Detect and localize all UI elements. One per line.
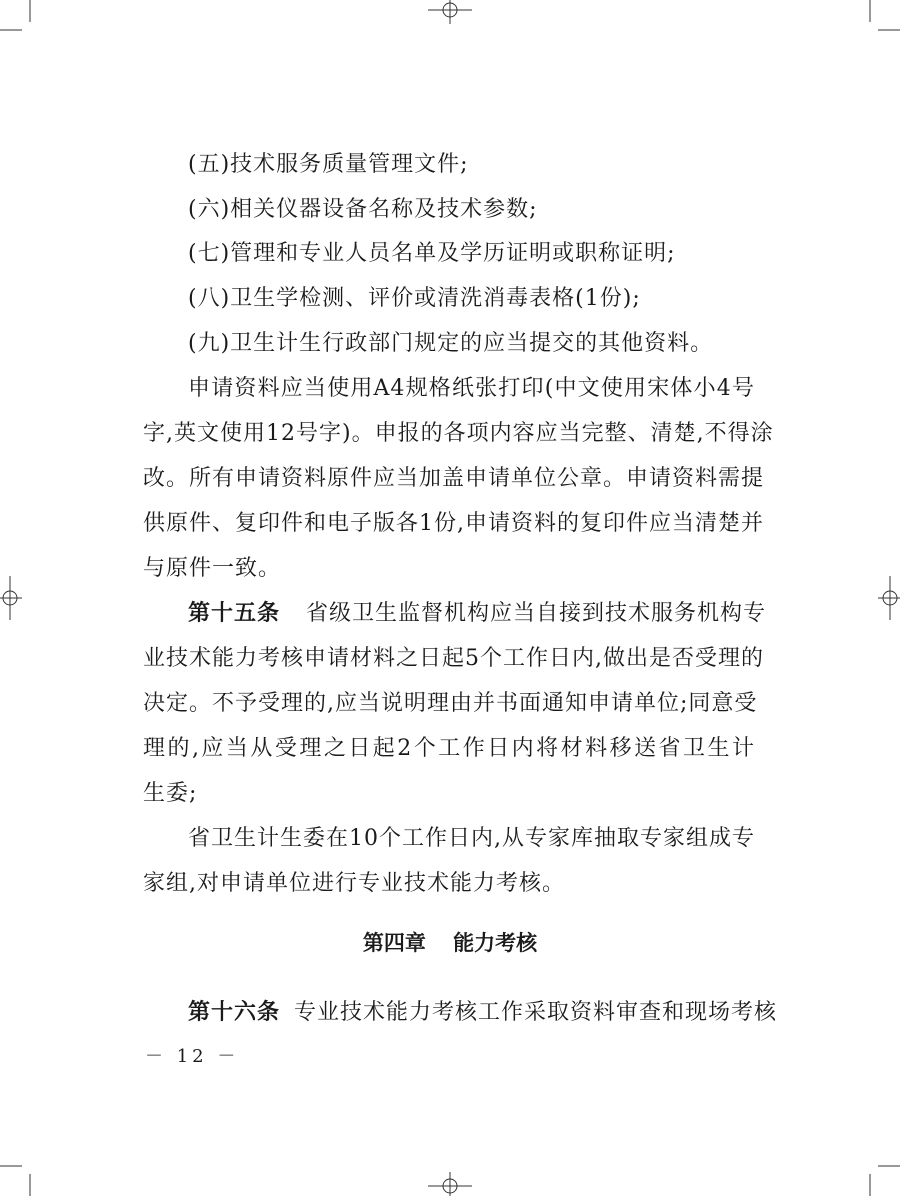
paragraph-line: 家组,对申请单位进行专业技术能力考核。 — [143, 871, 565, 896]
article-16-first-line — [188, 998, 778, 1028]
list-item: (八)卫生学检测、评价或清洗消毒表格(1份); — [188, 286, 641, 311]
list-item: (九)卫生计生行政部门规定的应当提交的其他资料。 — [188, 331, 714, 356]
paragraph-line: 字,英文使用12号字)。申报的各项内容应当完整、清楚,不得涂 — [143, 421, 774, 446]
paragraph-line: 专业技术能力考核工作采取资料审查和现场考核 — [294, 1000, 778, 1025]
page-number: － 12 － — [145, 1046, 240, 1067]
registration-target-left — [0, 576, 22, 620]
paragraph-line: 申请资料应当使用A4规格纸张打印(中文使用宋体小4号 — [188, 376, 755, 401]
registration-target-bottom — [428, 1172, 472, 1196]
paragraph-line: 省级卫生监督机构应当自接到技术服务机构专 — [306, 601, 767, 626]
list-item: (六)相关仪器设备名称及技术参数; — [188, 197, 538, 222]
paragraph-line: 理的,应当从受理之日起2个工作日内将材料移送省卫生计 — [143, 736, 755, 761]
article-label: 第十六条 — [188, 1000, 281, 1025]
article-15-first-line — [188, 599, 767, 629]
paragraph-line: 决定。不予受理的,应当说明理由并书面通知申请单位;同意受 — [143, 691, 758, 716]
list-item: (五)技术服务质量管理文件; — [188, 152, 469, 177]
paragraph-line: 与原件一致。 — [143, 556, 282, 581]
chapter-heading — [0, 928, 900, 958]
paragraph-line: 省卫生计生委在10个工作日内,从专家库抽取专家组成专 — [188, 826, 755, 851]
chapter-title: 能力考核 — [453, 931, 538, 955]
paragraph-line: 生委; — [143, 781, 198, 806]
list-item: (七)管理和专业人员名单及学历证明或职称证明; — [188, 241, 676, 266]
registration-target-top — [428, 0, 472, 24]
paragraph-line: 业技术能力考核申请材料之日起5个工作日内,做出是否受理的 — [143, 646, 764, 671]
paragraph-line: 改。所有申请资料原件应当加盖申请单位公章。申请资料需提 — [143, 466, 765, 491]
article-label: 第十五条 — [188, 601, 281, 626]
paragraph-line: 供原件、复印件和电子版各1份,申请资料的复印件应当清楚并 — [143, 511, 764, 536]
chapter-number: 第四章 — [362, 931, 426, 955]
